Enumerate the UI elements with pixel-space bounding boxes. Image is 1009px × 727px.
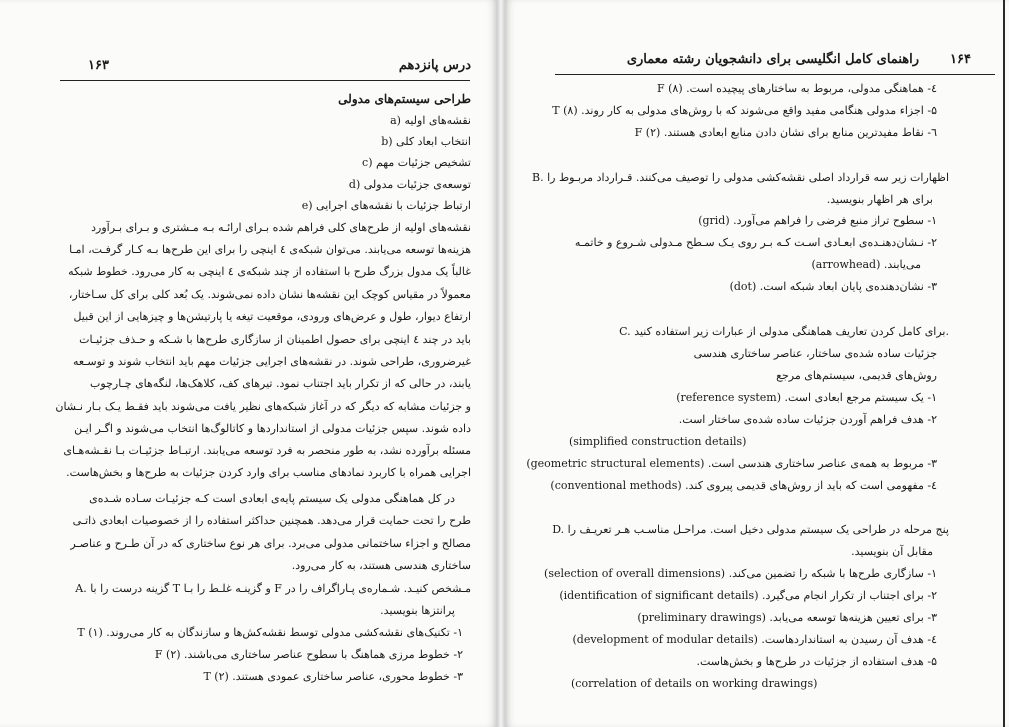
page-edge-line [1003,0,1005,727]
exercise-c-phrases: روش‌های قدیمی، سیستم‌های مرجع [776,369,937,382]
exercise-d-item-english: (correlation of details on working drawings) [571,677,818,690]
right-header-rule [555,74,995,75]
topic-b: انتخاب ابعاد کلی (b [381,135,471,148]
exercise-d-instruction: D. پنج مرحله در طراحی یک سیستم مدولی دخیل است. مراحـل مناسـب هـر تعریـف را [552,523,949,536]
paragraph1-line: غالباً یک مدول بزرگ طرح با استفاده از چند شبکه‌ی ٤ اینچی به کار می‌رود. خطوط شبکه [68,265,471,278]
right-page-number: ١۶۴ [950,52,971,67]
exercise-a-item: ۳- خطوط محوری، عناصر ساختاری عمودی هستند. (۲) T [203,670,463,683]
topic-d: توسعه‌ی جزئیات مدولی (d [348,178,471,191]
exercise-d-item: ۵- هدف استفاده از جزئیات در طرح‌ها و بخش‌هاست. [696,655,937,668]
left-header-title: درس پانزدهم [398,58,471,73]
exercise-a-instruction-cont: پرانتزها بنویسید. [380,604,455,617]
exercise-b-instruction: B. اظهارات زیر سه قرارداد اصلی نقشه‌کشی مدولی را توصیف می‌کنند. قـرارداد مربـوط را [532,171,949,184]
exercise-c-item: ۳- مربوط به همه‌ی عناصر ساختاری هندسی است. (geometric structural elements) [526,457,937,470]
paragraph1-line: داده شوند. سپس جزئیات مدولی از استانداردها و کاتالوگ‌ها انتخاب می‌شوند و اگـر ایـن [74,422,471,435]
paragraph1-line: اجرایی همراه با کاربرد نمادهای مناسب برای وارد کردن جزئیات به طرح‌ها و بخش‌هاست. [66,466,471,479]
exercise-c-item: ۱- یک سیستم مرجع ابعادی است. (reference system) [676,391,937,404]
exercise-a-item: ۲- خطوط مرزی هماهنگ با سطوح عناصر ساختاری می‌باشند. (۲) F [154,648,463,661]
paragraph1-line: معمولاً در مقیاس کوچک این نقشه‌ها نشان داده نمی‌شوند. یک بُعد کلی برای کل سـاختار، [68,288,471,301]
paragraph1-line: و جزئیات مشابه که دیگر که در آغاز شبکه‌های نظیر یافت می‌شوند باید فقـط یـک بـار نـشان [55,400,471,413]
paragraph2-line: ساختاری هندسی هستند، به کار می‌رود. [291,559,471,572]
paragraph1-line: مسئله برآورده نشد، به طور منحصر به فرد توسعه می‌یابند. ارتبـاط جزئیـات بـا نقـشه‌هـای [63,444,471,457]
paragraph1-line: غیرضروری، طراحی شوند. در نقشه‌های اجرایی جزئیات مهم باید انتخاب شوند و توسـعه [72,355,471,368]
paragraph1-line: ارتفاع دیوار، طول و عرض‌های ورودی، موقعیت تیغه یا پارتیشن‌ها و چیزهایی از این قبیل [73,310,471,323]
paragraph2-line: طرح را تحت حمایت قرار می‌دهد. همچنین حداکثر استفاده را از خصوصیات ابعادی ذاتـی [72,514,471,527]
right-header-title: راهنمای کامل انگلیسی برای دانشجویان رشته معماری [626,52,919,67]
top-item: ٦- نقاط مفیدترین منابع برای نشان دادن منابع ابعادی هستند. (۲) F [634,126,937,139]
exercise-d-item: ۳- برای تعیین هزینه‌ها توسعه می‌یابد. (preliminary drawings) [637,611,937,624]
exercise-c-item: ٤- مفهومی است که باید از روش‌های قدیمی پیروی کند. (conventional methods) [550,479,937,492]
exercise-a-item: ۱- تکنیک‌های نقشه‌کشی مدولی توسط نقشه‌کش‌ها و سازندگان به کار می‌روند. (۱) T [77,626,463,639]
exercise-b-item: ۱- سطوح تراز منبع فرضی را فراهم می‌آورد. (grid) [698,214,937,227]
exercise-d-instruction-cont: مقابل آن بنویسید. [851,545,933,558]
top-item: ٤- هماهنگی مدولی، مربوط به ساختارهای پیچیده است. (۸) F [656,82,937,95]
topic-e: ارتباط جزئیات با نقشه‌های اجرایی (e [301,199,471,212]
topic-a: نقشه‌های اولیه (a [390,114,471,127]
section-title: طراحی سیستم‌های مدولی [338,92,471,106]
paragraph1-line: هزینه‌ها توسعه می‌یابند. می‌توان شبکه‌ی ٤ اینچی را برای این طرح‌ها بـه کـار گرفـت، امـا [69,243,471,256]
exercise-c-phrases: جزئیات ساده شده‌ی ساختار، عناصر ساختاری هندسی [693,347,937,360]
exercise-d-item: ۱- سازگاری طرح‌ها با شبکه را تضمین می‌کند. (selection of overall dimensions) [544,567,937,580]
right-page [505,0,1009,727]
paragraph2-line: مصالح و اجزاء ساختمانی مدولی می‌برد. برای هر نوع ساختاری که در آن طـرح و عناصـر [70,537,471,550]
left-page-number: ١۶٣ [88,58,109,73]
paragraph1-line: یابند، در حالی که از تکرار باید اجتناب نمود. تیرهای کف، کلاهک‌ها، لنگه‌های چـارچوب [90,377,471,390]
topic-c: تشخیص جزئیات مهم (c [362,156,471,169]
paragraph1-line: نقشه‌های اولیه از طرح‌های کلی فراهم شده بـرای ارائـه بـه مـشتری و بـرای بـرآورد [91,221,471,234]
paragraph1-line: باید در چند ٤ اینچی برای حصول اطمینان از سازگاری طرح‌ها با شـکه و حـذف جزئیـات [79,333,471,346]
paragraph2-line: در کل هماهنگی مدولی یک سیستم پایه‌ی ابعادی است کـه جزئیـات سـاده شـده‌ی [89,492,455,505]
exercise-d-item: ٤- هدف آن رسیدن به استانداردهاست. (development of modular details) [572,633,937,646]
exercise-b-item: ۳- نشان‌دهنده‌ی پایان ابعاد شبکه است. (dot) [729,280,937,293]
left-header-rule [60,80,470,81]
exercise-b-instruction-cont: برای هر اظهار بنویسید. [826,193,933,206]
top-item: ۵- اجزاء مدولی هنگامی مفید واقع می‌شوند که با روش‌های مدولی به کار روند. (۸) T [552,104,937,117]
exercise-c-instruction: C. برای کامل کردن تعاریف هماهنگی مدولی از عبارات زیر استفاده کنید. [619,325,949,338]
exercise-d-item: ۲- برای اجتناب از تکرار انجام می‌گیرد. (identification of significant details) [559,589,937,602]
exercise-b-item-cont: می‌یابند. (arrowhead) [811,258,921,271]
book-gutter [497,0,505,727]
exercise-c-item-english: (simplified construction details) [569,435,747,448]
exercise-a-instruction: A. گزینه درست را با T و گزینـه غلـط را بـا F مـشخص کنیـد. شـماره‌ی پـاراگراف را در [75,582,471,595]
exercise-b-item: ۲- نـشان‌دهنـده‌ی ابعـادی اسـت کـه بـر روی یـک سـطح مـدولی شـروع و خاتمـه [574,236,937,249]
left-page [0,0,497,727]
exercise-c-item: ۲- هدف فراهم آوردن جزئیات ساده شده‌ی ساختار است. [678,413,937,426]
